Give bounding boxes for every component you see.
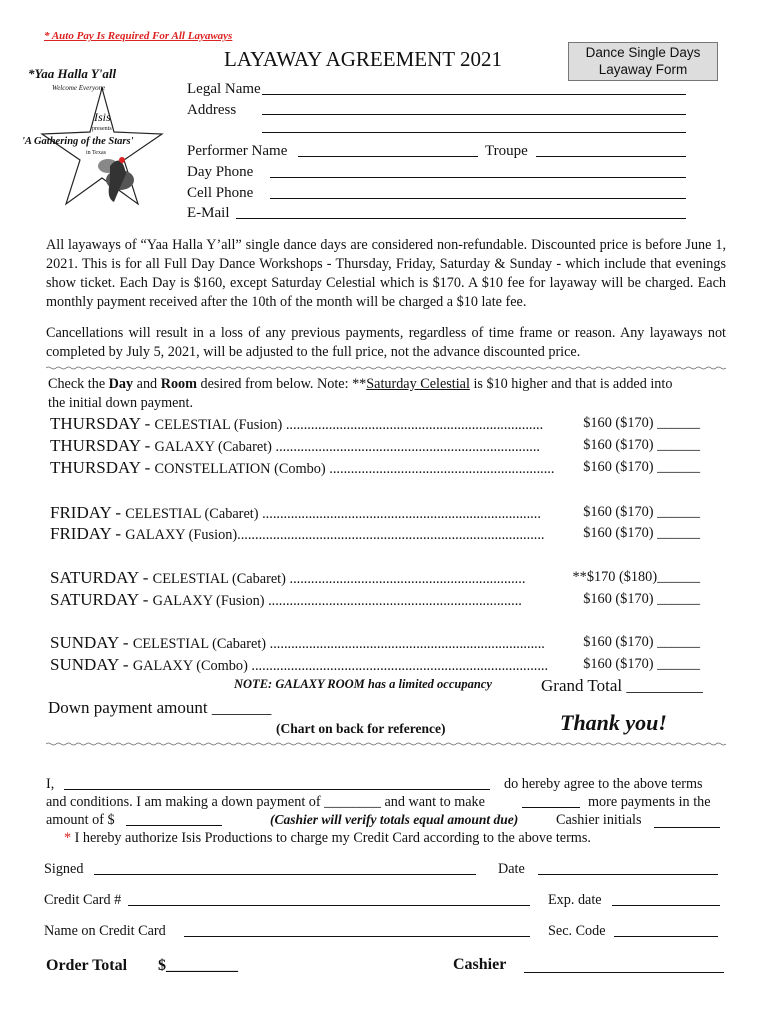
day-phone-label: Day Phone <box>187 164 254 180</box>
cell-phone-field[interactable] <box>270 198 686 199</box>
agreement-i: I, <box>46 776 55 792</box>
legal-name-label: Legal Name <box>187 81 261 97</box>
performer-name-field[interactable] <box>298 156 478 157</box>
day-row[interactable]: SATURDAY - CELESTIAL (Cabaret) .................................................................. **$170 ($180)______ <box>50 568 700 587</box>
cashier-initials-field[interactable] <box>654 827 720 828</box>
authorize-note: * I hereby authorize Isis Productions to charge my Credit Card according to the above terms. <box>64 830 591 846</box>
credit-card-label: Credit Card # <box>44 892 122 908</box>
down-payment[interactable]: Down payment amount _______ <box>48 698 272 717</box>
cell-phone-label: Cell Phone <box>187 185 254 201</box>
divider-bottom <box>46 742 726 746</box>
event-logo <box>22 62 182 222</box>
troupe-label: Troupe <box>485 143 528 159</box>
day-phone-field[interactable] <box>270 177 686 178</box>
sec-code-label: Sec. Code <box>548 923 606 939</box>
logo-gathering: 'A Gathering of the Stars' <box>22 136 134 147</box>
performer-name-label: Performer Name <box>187 143 288 159</box>
payments-count-field[interactable] <box>522 807 580 808</box>
troupe-field[interactable] <box>536 156 686 157</box>
agreement-name-field[interactable] <box>64 789 490 790</box>
cancellation-paragraph: Cancellations will result in a loss of any previous payments, regardless of time frame or reason. Any layaways not completed by July 5, 2021, will be adjusted to the full price, not the advance discounted price. <box>46 325 726 360</box>
agreement-line2: and conditions. I am making a down payment of ________ and want to make <box>46 794 485 810</box>
amount-field[interactable] <box>126 825 222 826</box>
page-title: LAYAWAY AGREEMENT 2021 <box>224 47 502 71</box>
day-row[interactable]: THURSDAY - CELESTIAL (Fusion) ........................................................................ $160 ($170) ______ <box>50 414 700 433</box>
agreement-amount: amount of $ <box>46 812 115 828</box>
name-on-card-label: Name on Credit Card <box>44 923 166 939</box>
address-field-1[interactable] <box>262 114 686 115</box>
name-on-card-field[interactable] <box>184 936 530 937</box>
check-instructions-2: the initial down payment. <box>48 395 193 411</box>
day-row[interactable]: SATURDAY - GALAXY (Fusion) ....................................................................... $160 ($170) ______ <box>50 590 700 609</box>
signed-field[interactable] <box>94 874 476 875</box>
chart-note: (Chart on back for reference) <box>276 721 446 736</box>
day-row[interactable]: SUNDAY - CELESTIAL (Cabaret) ............................................................................. $160 ($170) ______ <box>50 633 700 652</box>
form-box-line1: Dance Single Days <box>585 45 701 60</box>
logo-texas: in Texas <box>86 150 106 156</box>
date-field[interactable] <box>538 874 718 875</box>
date-label: Date <box>498 861 525 877</box>
credit-card-field[interactable] <box>128 905 530 906</box>
email-label: E-Mail <box>187 205 230 221</box>
day-word: Day <box>108 376 134 392</box>
room-word: Room <box>160 376 197 392</box>
email-field[interactable] <box>236 218 686 219</box>
logo-presents: presents <box>92 126 112 132</box>
cashier-initials-label: Cashier initials <box>556 812 642 828</box>
legal-name-field[interactable] <box>262 94 686 95</box>
thank-you: Thank you! <box>560 710 667 735</box>
logo-welcome: Welcome Everyone <box>52 84 106 92</box>
logo-isis: Isis <box>94 110 111 124</box>
cashier-label: Cashier <box>453 956 507 973</box>
terms-paragraph: All layaways of “Yaa Halla Y’all” single dance days are considered non-refundable. Discounted price is before June 1, 2021. This is for all Full Day Dance Workshops - Thursday, Friday, Saturday & Sunday - which include that evenings show ticket. Each Day is $160, except Saturday Celestial which is $170. A $10 fee for layaway will be charged. Each monthly payment received after the 10th of the month will be charged a $10 late fee. <box>46 237 726 310</box>
day-row[interactable]: THURSDAY - GALAXY (Cabaret) .......................................................................... $160 ($170) ______ <box>50 436 700 455</box>
exp-date-field[interactable] <box>612 905 720 906</box>
logo-title: *Yaa Halla Y'all <box>28 66 117 81</box>
order-total-field[interactable]: $_________ <box>158 957 238 974</box>
agreement-agree: do hereby agree to the above terms <box>504 776 703 792</box>
saturday-celestial-link: Saturday Celestial <box>366 376 470 392</box>
day-row[interactable]: THURSDAY - CONSTELLATION (Combo) ............................................................... $160 ($170) ______ <box>50 458 700 477</box>
day-row[interactable]: SUNDAY - GALAXY (Combo) ................................................................................... $160 ($170) ______ <box>50 655 700 674</box>
address-field-2[interactable] <box>262 132 686 133</box>
cashier-field[interactable] <box>524 972 724 973</box>
sec-code-field[interactable] <box>614 936 718 937</box>
signed-label: Signed <box>44 861 84 877</box>
autopay-note: * Auto Pay Is Required For All Layaways <box>44 30 233 42</box>
agreement-line2b: more payments in the <box>588 794 711 810</box>
address-label: Address <box>187 102 237 118</box>
grand-total[interactable]: Grand Total _________ <box>541 676 703 695</box>
day-row[interactable]: FRIDAY - GALAXY (Fusion)...................................................................................... $160 ($170) ______ <box>50 524 700 543</box>
form-type-box <box>568 42 718 81</box>
check-instructions: Check the Day and Room desired from below. Note: **Saturday Celestial is $10 higher and that is added into <box>48 376 673 392</box>
divider-top <box>46 366 726 370</box>
verify-note: (Cashier will verify totals equal amount due) <box>270 812 519 827</box>
order-total-label: Order Total <box>46 957 128 974</box>
exp-date-label: Exp. date <box>548 892 602 908</box>
day-row[interactable]: FRIDAY - CELESTIAL (Cabaret) .............................................................................. $160 ($170) ______ <box>50 503 700 522</box>
galaxy-note: NOTE: GALAXY ROOM has a limited occupancy <box>234 677 492 691</box>
form-box-line2: Layaway Form <box>598 62 688 77</box>
